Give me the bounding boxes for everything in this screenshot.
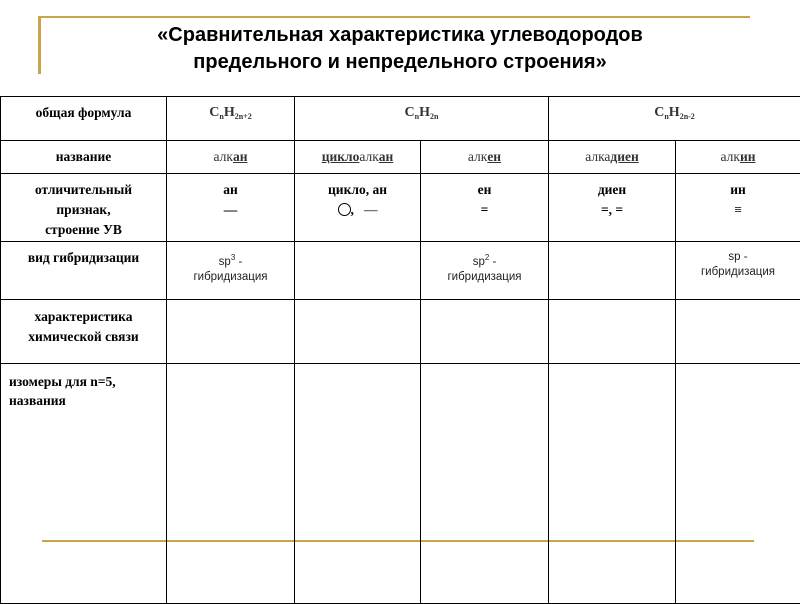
table-row-name xyxy=(1,141,800,174)
page-title xyxy=(60,22,740,76)
comparison-table xyxy=(0,96,800,604)
isomer-cell-2 xyxy=(295,364,421,604)
hybrid-alkyne: sp - гибридизация xyxy=(676,242,800,300)
row-label-hybridization: вид гибридизации xyxy=(1,242,167,300)
isomer-cell-3 xyxy=(421,364,549,604)
title-frame-vertical-line xyxy=(38,16,41,74)
row-label-name: название xyxy=(1,141,167,174)
name-alkadiene: алкадиен xyxy=(549,141,676,174)
formula-cnh2n-2: $C_nH_{2n-2}$ xyxy=(549,97,800,141)
feature-alkene: ен = xyxy=(421,174,549,242)
feature-alkadiene: диен =, = xyxy=(549,174,676,242)
formula-cnh2n: $C_nH_{2n}$ xyxy=(295,97,549,141)
name-alkane: алкан xyxy=(167,141,295,174)
hybrid-alkadiene-empty xyxy=(549,242,676,300)
formula-alkane: $C_nH_{2n+2}$ xyxy=(167,97,295,141)
table-row-bond xyxy=(1,300,800,364)
hybrid-alkane: $sp^3$ - гибридизация xyxy=(167,242,295,300)
bond-cell-5 xyxy=(676,300,800,364)
row-label-feature: отличительный признак, строение УВ xyxy=(1,174,167,242)
bond-cell-4 xyxy=(549,300,676,364)
isomer-cell-1 xyxy=(167,364,295,604)
ring-icon xyxy=(338,203,351,216)
bond-cell-1 xyxy=(167,300,295,364)
feature-cycloalkane: цикло, ан , — xyxy=(295,174,421,242)
feature-alkyne: ин ≡ xyxy=(676,174,800,242)
hybrid-cycloalkane-empty xyxy=(295,242,421,300)
title-line-2: предельного и непредельного строения» xyxy=(60,49,740,76)
title-frame-top-line xyxy=(38,16,750,18)
table-row-hybridization xyxy=(1,242,800,300)
table-row-formula xyxy=(1,97,800,141)
table-row-feature xyxy=(1,174,800,242)
hybrid-alkene: $sp^2$ - гибридизация xyxy=(421,242,549,300)
isomer-cell-5 xyxy=(676,364,800,604)
isomer-cell-4 xyxy=(549,364,676,604)
table-row-isomers xyxy=(1,364,800,604)
title-line-1: «Сравнительная характеристика углеводородов xyxy=(60,22,740,49)
bond-cell-3 xyxy=(421,300,549,364)
bond-cell-2 xyxy=(295,300,421,364)
row-label-formula: общая формула xyxy=(1,97,167,141)
name-cycloalkane: циклоалкан xyxy=(295,141,421,174)
name-alkene: алкен xyxy=(421,141,549,174)
feature-alkane: ан — xyxy=(167,174,295,242)
row-label-bond: характеристика химической связи xyxy=(1,300,167,364)
name-alkyne: алкин xyxy=(676,141,800,174)
row-label-isomers: изомеры для n=5, названия xyxy=(1,364,167,604)
